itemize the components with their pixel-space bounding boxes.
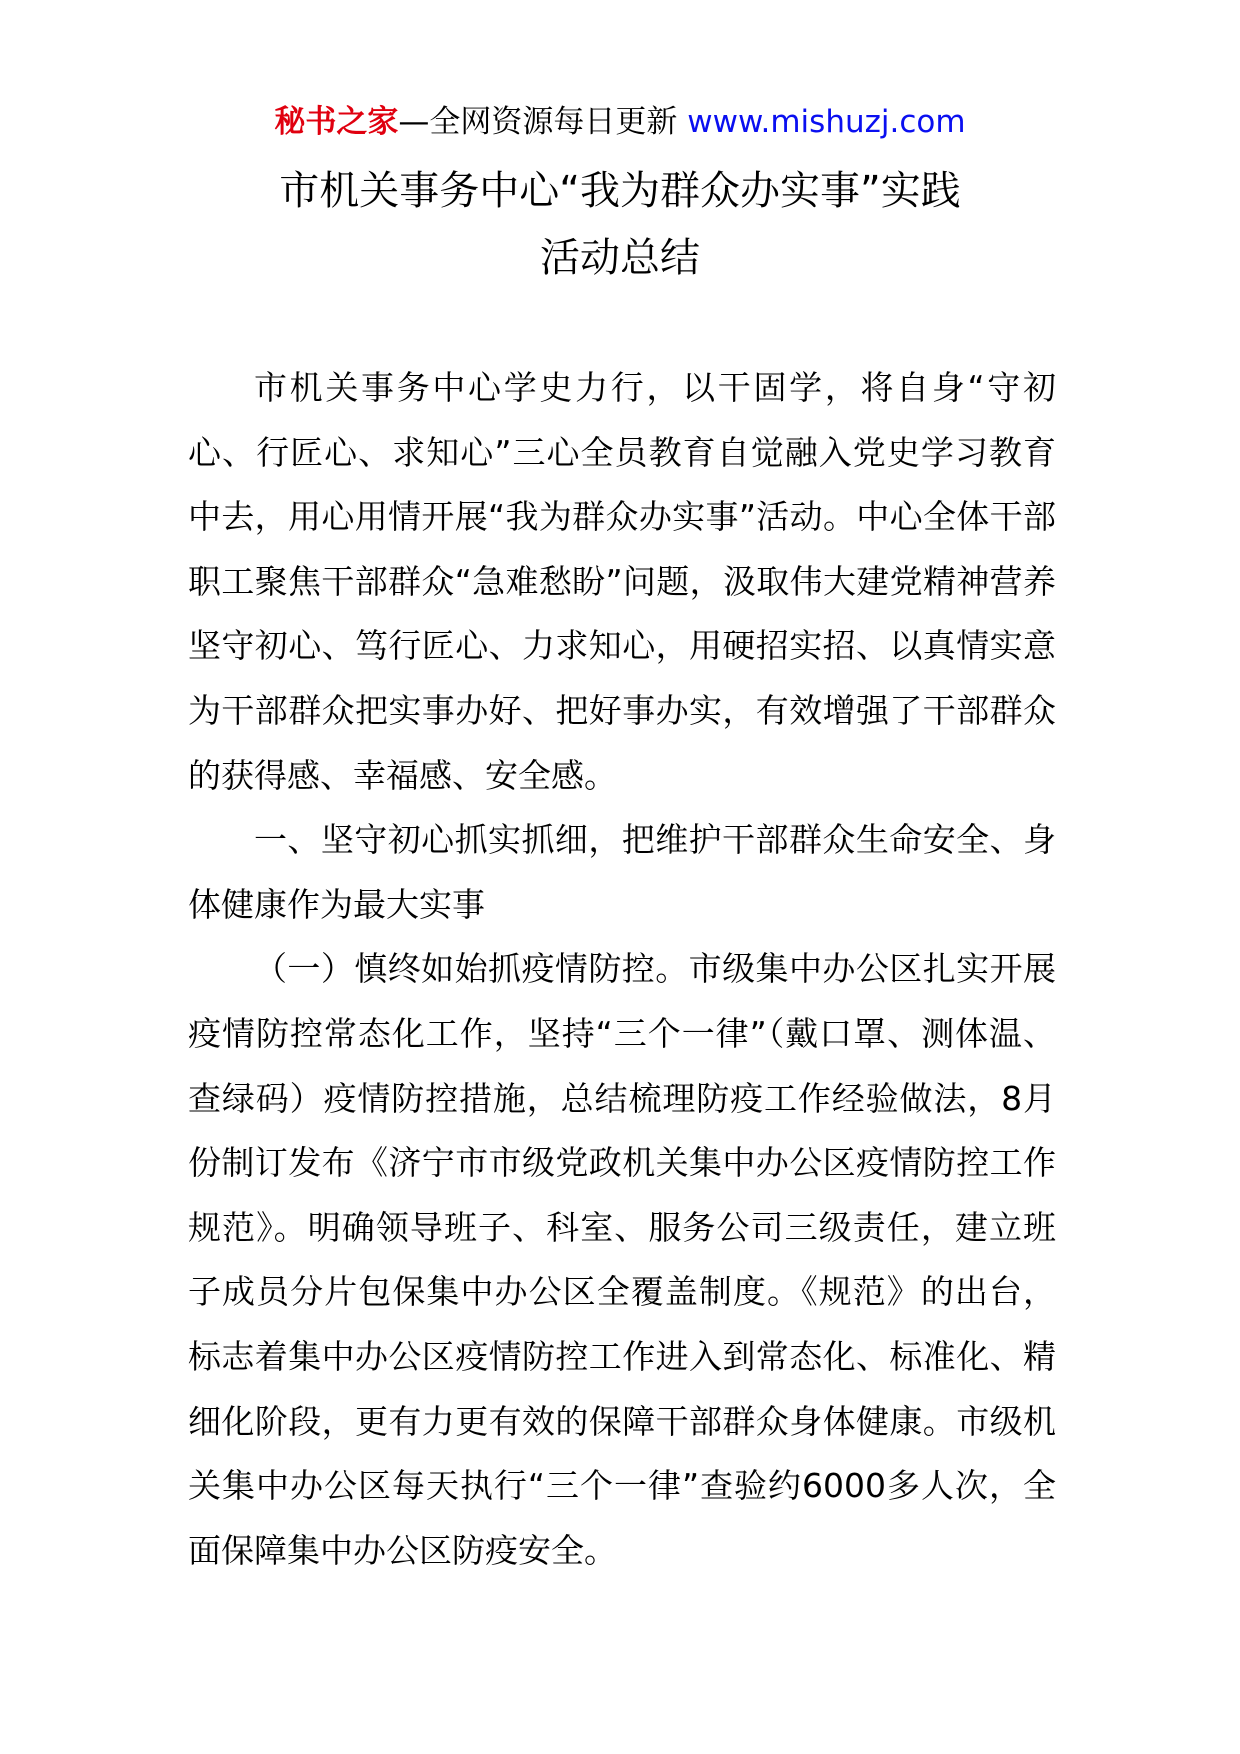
- document-body: [188, 356, 1056, 1583]
- site-brand: 秘书之家: [274, 104, 399, 140]
- section-heading-1: 一、坚守初心抓实抓细，把维护干部群众生命安全、身体健康作为最大实事: [188, 820, 1056, 924]
- document-title-line-1: 市机关事务中心“我为群众办实事”实践: [279, 168, 961, 214]
- site-header: [0, 100, 1240, 144]
- site-tagline: —全网资源每日更新: [398, 104, 688, 140]
- document-title-line-2: 活动总结: [540, 235, 700, 281]
- subsection-paragraph-1: （一）慎终如始抓疫情防控。市级集中办公区扎实开展疫情防控常态化工作，坚持“三个一律”（戴口罩、测体温、查绿码）疫情防控措施，总结梳理防疫工作经验做法，8月份制订发布《济宁市市级党政机关集中办公区疫情防控工作规范》。明确领导班子、科室、服务公司三级责任，建立班子成员分片包保集中办公区全覆盖制度。《规范》的出台，标志着集中办公区疫情防控工作进入到常态化、标准化、精细化阶段，更有力更有效的保障干部群众身体健康。市级机关集中办公区每天执行“三个一律”查验约6000多人次，全面保障集中办公区防疫安全。: [188, 949, 1056, 1570]
- document-title: [150, 158, 1090, 292]
- intro-paragraph: 市机关事务中心学史力行，以干固学，将自身“守初心、行匠心、求知心”三心全员教育自觉融入党史学习教育中去，用心用情开展“我为群众办实事”活动。中心全体干部职工聚焦干部群众“急难愁盼”问题，汲取伟大建党精神营养坚守初心、笃行匠心、力求知心，用硬招实招、以真情实意为干部群众把实事办好、把好事办实，有效增强了干部群众的获得感、幸福感、安全感。: [188, 368, 1056, 795]
- site-url[interactable]: www.mishuzj.com: [687, 104, 966, 140]
